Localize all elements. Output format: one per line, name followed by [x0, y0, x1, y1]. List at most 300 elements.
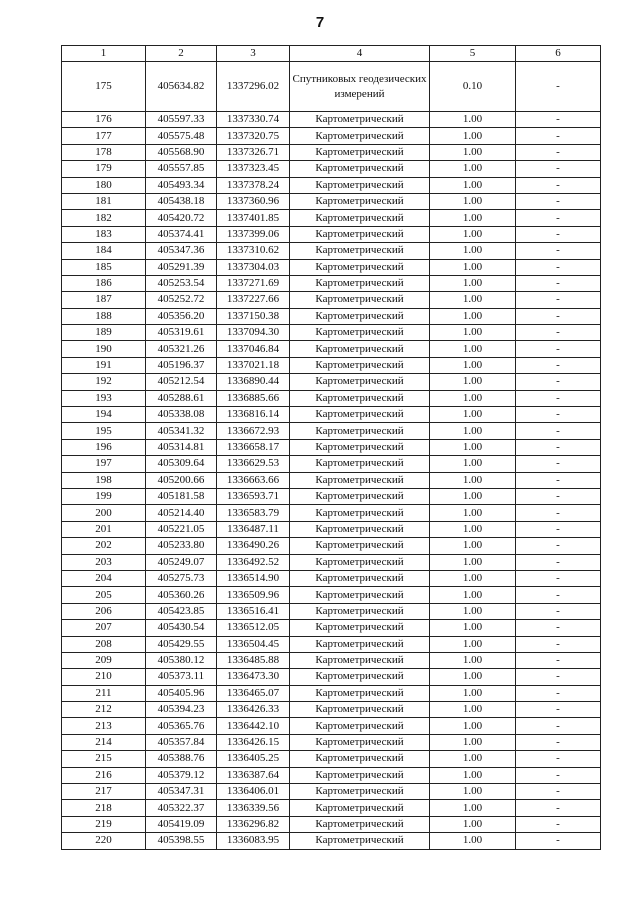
- table-cell: 405420.72: [146, 210, 217, 226]
- table-cell: 1.00: [430, 144, 516, 160]
- table-row: [62, 226, 601, 242]
- table-cell: Картометрический: [290, 505, 430, 521]
- table-cell: -: [516, 439, 601, 455]
- table-cell: 1.00: [430, 521, 516, 537]
- table-cell: Картометрический: [290, 308, 430, 324]
- table-cell: 200: [62, 505, 146, 521]
- table-cell: -: [516, 505, 601, 521]
- table-cell: -: [516, 652, 601, 668]
- table-cell: 1337021.18: [217, 357, 290, 373]
- table-cell: 1.00: [430, 570, 516, 586]
- table-cell: -: [516, 521, 601, 537]
- table-cell: Картометрический: [290, 521, 430, 537]
- table-cell: 1.00: [430, 390, 516, 406]
- column-header: 3: [217, 46, 290, 62]
- table-row: [62, 144, 601, 160]
- table-cell: 1336504.45: [217, 636, 290, 652]
- table-cell: 1.00: [430, 210, 516, 226]
- table-cell: 185: [62, 259, 146, 275]
- table-row: [62, 685, 601, 701]
- table-cell: 405314.81: [146, 439, 217, 455]
- table-cell: 1.00: [430, 193, 516, 209]
- table-cell: 1336885.66: [217, 390, 290, 406]
- table-row: [62, 505, 601, 521]
- table-cell: 1.00: [430, 439, 516, 455]
- table-cell: 405309.64: [146, 456, 217, 472]
- table-cell: 1.00: [430, 751, 516, 767]
- column-header: 1: [62, 46, 146, 62]
- table-cell: 405212.54: [146, 374, 217, 390]
- table-cell: 207: [62, 620, 146, 636]
- table-row: [62, 423, 601, 439]
- table-cell: 191: [62, 357, 146, 373]
- table-row: [62, 193, 601, 209]
- table-cell: 1336890.44: [217, 374, 290, 390]
- table-cell: 1336672.93: [217, 423, 290, 439]
- table-cell: 1337378.24: [217, 177, 290, 193]
- table-cell: 405347.31: [146, 784, 217, 800]
- table-row: [62, 538, 601, 554]
- table-cell: 1336593.71: [217, 488, 290, 504]
- table-cell: 1.00: [430, 161, 516, 177]
- table-cell: 219: [62, 816, 146, 832]
- table-row: [62, 374, 601, 390]
- table-cell: 178: [62, 144, 146, 160]
- table-cell: 1.00: [430, 423, 516, 439]
- table-row: [62, 210, 601, 226]
- table-cell: -: [516, 325, 601, 341]
- table-cell: Картометрический: [290, 587, 430, 603]
- table-cell: 1337360.96: [217, 193, 290, 209]
- table-cell: 1336465.07: [217, 685, 290, 701]
- table-row: [62, 128, 601, 144]
- table-cell: Картометрический: [290, 751, 430, 767]
- page-number: 7: [315, 14, 325, 31]
- table-row: [62, 472, 601, 488]
- table-cell: Картометрический: [290, 423, 430, 439]
- table-cell: 1.00: [430, 620, 516, 636]
- table-cell: 405338.08: [146, 407, 217, 423]
- table-cell: 405568.90: [146, 144, 217, 160]
- table-cell: 405575.48: [146, 128, 217, 144]
- table-cell: 194: [62, 407, 146, 423]
- table-cell: 1337330.74: [217, 112, 290, 128]
- table-cell: 405200.66: [146, 472, 217, 488]
- table-cell: Картометрический: [290, 767, 430, 783]
- table-row: [62, 620, 601, 636]
- table-cell: -: [516, 275, 601, 291]
- table-cell: 1.00: [430, 784, 516, 800]
- table-cell: 184: [62, 243, 146, 259]
- table-cell: 1336492.52: [217, 554, 290, 570]
- table-cell: -: [516, 800, 601, 816]
- table-cell: 1336816.14: [217, 407, 290, 423]
- table-cell: 1.00: [430, 243, 516, 259]
- table-cell: 1336083.95: [217, 833, 290, 849]
- coordinates-table: [61, 45, 601, 850]
- table-cell: 210: [62, 669, 146, 685]
- table-cell: -: [516, 259, 601, 275]
- table-cell: -: [516, 243, 601, 259]
- table-cell: Картометрический: [290, 210, 430, 226]
- table-cell: 196: [62, 439, 146, 455]
- table-row: [62, 357, 601, 373]
- table-cell: 1337150.38: [217, 308, 290, 324]
- table-cell: -: [516, 357, 601, 373]
- table-cell: Картометрический: [290, 177, 430, 193]
- column-header: 4: [290, 46, 430, 62]
- table-cell: 199: [62, 488, 146, 504]
- table-cell: 405341.32: [146, 423, 217, 439]
- table-cell: 187: [62, 292, 146, 308]
- table-cell: 405597.33: [146, 112, 217, 128]
- table-cell: 208: [62, 636, 146, 652]
- table-cell: 405430.54: [146, 620, 217, 636]
- table-cell: 1.00: [430, 325, 516, 341]
- table-cell: 405181.58: [146, 488, 217, 504]
- table-row: [62, 734, 601, 750]
- table-cell: -: [516, 833, 601, 849]
- table-cell: 202: [62, 538, 146, 554]
- table-cell: 1.00: [430, 800, 516, 816]
- table-cell: -: [516, 784, 601, 800]
- table-cell: 405357.84: [146, 734, 217, 750]
- table-cell: 213: [62, 718, 146, 734]
- table-cell: Картометрический: [290, 407, 430, 423]
- table-cell: Картометрический: [290, 226, 430, 242]
- table-cell: Картометрический: [290, 128, 430, 144]
- table-cell: 201: [62, 521, 146, 537]
- table-cell: Картометрический: [290, 603, 430, 619]
- table-cell: 1.00: [430, 587, 516, 603]
- table-cell: 1336426.33: [217, 702, 290, 718]
- table-cell: Картометрический: [290, 816, 430, 832]
- table-cell: 216: [62, 767, 146, 783]
- table-cell: Картометрический: [290, 554, 430, 570]
- table-cell: -: [516, 554, 601, 570]
- table-cell: -: [516, 587, 601, 603]
- table-cell: 1337320.75: [217, 128, 290, 144]
- table-cell: 1336473.30: [217, 669, 290, 685]
- table-cell: 1337227.66: [217, 292, 290, 308]
- table-cell: 1336509.96: [217, 587, 290, 603]
- table-row: [62, 603, 601, 619]
- table-cell: Картометрический: [290, 669, 430, 685]
- table-cell: 1.00: [430, 341, 516, 357]
- table-cell: Картометрический: [290, 800, 430, 816]
- table-cell: -: [516, 472, 601, 488]
- table-cell: 405347.36: [146, 243, 217, 259]
- table-cell: -: [516, 407, 601, 423]
- table-cell: Картометрический: [290, 833, 430, 849]
- table-cell: 405374.41: [146, 226, 217, 242]
- table-row: [62, 587, 601, 603]
- table-cell: 405634.82: [146, 62, 217, 112]
- table-cell: Картометрический: [290, 652, 430, 668]
- table-cell: -: [516, 161, 601, 177]
- table-cell: -: [516, 308, 601, 324]
- table-cell: 405365.76: [146, 718, 217, 734]
- table-cell: 405322.37: [146, 800, 217, 816]
- table-row: [62, 177, 601, 193]
- table-cell: 1336485.88: [217, 652, 290, 668]
- table-body: [62, 62, 601, 850]
- table-cell: Картометрический: [290, 112, 430, 128]
- table-cell: 1.00: [430, 488, 516, 504]
- table-cell: Картометрический: [290, 702, 430, 718]
- table-cell: Картометрический: [290, 374, 430, 390]
- table-cell: -: [516, 488, 601, 504]
- table-cell: Картометрический: [290, 784, 430, 800]
- table-cell: 405321.26: [146, 341, 217, 357]
- table-row: [62, 800, 601, 816]
- table-cell: -: [516, 210, 601, 226]
- table-cell: 211: [62, 685, 146, 701]
- table-cell: 1.00: [430, 816, 516, 832]
- table-cell: -: [516, 62, 601, 112]
- table-cell: 1.00: [430, 357, 516, 373]
- table-cell: Картометрический: [290, 538, 430, 554]
- table-cell: 1.00: [430, 226, 516, 242]
- table-cell: 405438.18: [146, 193, 217, 209]
- table-cell: 1337310.62: [217, 243, 290, 259]
- table-cell: -: [516, 669, 601, 685]
- table-cell: 192: [62, 374, 146, 390]
- table-cell: 1336490.26: [217, 538, 290, 554]
- table-row: [62, 570, 601, 586]
- table-cell: -: [516, 620, 601, 636]
- table-row: [62, 636, 601, 652]
- table-cell: 405288.61: [146, 390, 217, 406]
- table-cell: Картометрический: [290, 439, 430, 455]
- table-header: [62, 46, 601, 62]
- table-cell: 405398.55: [146, 833, 217, 849]
- table-cell: 1.00: [430, 636, 516, 652]
- table-row: [62, 308, 601, 324]
- table-row: [62, 390, 601, 406]
- table-cell: 1.00: [430, 128, 516, 144]
- table-row: [62, 456, 601, 472]
- table-cell: 405380.12: [146, 652, 217, 668]
- table-cell: -: [516, 685, 601, 701]
- table-cell: 182: [62, 210, 146, 226]
- table-cell: 405233.80: [146, 538, 217, 554]
- table-row: [62, 325, 601, 341]
- table-cell: 1336405.25: [217, 751, 290, 767]
- table-cell: 405423.85: [146, 603, 217, 619]
- table-cell: -: [516, 767, 601, 783]
- table-cell: -: [516, 341, 601, 357]
- table-cell: 405429.55: [146, 636, 217, 652]
- table-cell: -: [516, 734, 601, 750]
- table-cell: 204: [62, 570, 146, 586]
- table-cell: 405360.26: [146, 587, 217, 603]
- table-cell: 405249.07: [146, 554, 217, 570]
- table-cell: 0.10: [430, 62, 516, 112]
- header-row: [62, 46, 601, 62]
- table-cell: Картометрический: [290, 734, 430, 750]
- table-cell: 1.00: [430, 669, 516, 685]
- table-cell: 1336442.10: [217, 718, 290, 734]
- table-cell: -: [516, 390, 601, 406]
- table-row: [62, 554, 601, 570]
- table-cell: 193: [62, 390, 146, 406]
- table-cell: -: [516, 292, 601, 308]
- table-cell: 1336663.66: [217, 472, 290, 488]
- table-cell: 181: [62, 193, 146, 209]
- table-row: [62, 275, 601, 291]
- table-cell: 206: [62, 603, 146, 619]
- table-cell: 209: [62, 652, 146, 668]
- table-cell: 1.00: [430, 702, 516, 718]
- column-header: 6: [516, 46, 601, 62]
- table-cell: -: [516, 702, 601, 718]
- table-cell: 405394.23: [146, 702, 217, 718]
- table-cell: Картометрический: [290, 325, 430, 341]
- table-cell: Картометрический: [290, 472, 430, 488]
- table-cell: 405405.96: [146, 685, 217, 701]
- table-cell: 198: [62, 472, 146, 488]
- table-cell: -: [516, 226, 601, 242]
- table-cell: 1336406.01: [217, 784, 290, 800]
- table-row: [62, 259, 601, 275]
- table-cell: 214: [62, 734, 146, 750]
- table-cell: 195: [62, 423, 146, 439]
- table-cell: 186: [62, 275, 146, 291]
- table-row: [62, 341, 601, 357]
- table-cell: 405356.20: [146, 308, 217, 324]
- table-cell: 188: [62, 308, 146, 324]
- table-cell: 1337046.84: [217, 341, 290, 357]
- table-cell: -: [516, 423, 601, 439]
- table-cell: -: [516, 636, 601, 652]
- table-cell: Картометрический: [290, 620, 430, 636]
- table-row: [62, 439, 601, 455]
- table-cell: 1.00: [430, 603, 516, 619]
- table-cell: 183: [62, 226, 146, 242]
- table-cell: 1.00: [430, 259, 516, 275]
- table-cell: 1.00: [430, 833, 516, 849]
- table-cell: 405379.12: [146, 767, 217, 783]
- table-row: [62, 112, 601, 128]
- column-header: 5: [430, 46, 516, 62]
- table-row: [62, 833, 601, 849]
- table-row: [62, 652, 601, 668]
- table-cell: Картометрический: [290, 357, 430, 373]
- table-cell: Картометрический: [290, 292, 430, 308]
- table-cell: -: [516, 570, 601, 586]
- table-cell: 1336629.53: [217, 456, 290, 472]
- table-row: [62, 784, 601, 800]
- table-cell: 179: [62, 161, 146, 177]
- table-cell: Картометрический: [290, 193, 430, 209]
- table-cell: 1.00: [430, 554, 516, 570]
- table-cell: 1.00: [430, 374, 516, 390]
- table-cell: 1.00: [430, 308, 516, 324]
- table-cell: 1336516.41: [217, 603, 290, 619]
- table-cell: 405557.85: [146, 161, 217, 177]
- table-cell: 203: [62, 554, 146, 570]
- table-cell: 1.00: [430, 718, 516, 734]
- table-cell: Картометрический: [290, 570, 430, 586]
- table-cell: 205: [62, 587, 146, 603]
- table-cell: -: [516, 193, 601, 209]
- table-cell: Спутниковых геодезических измерений: [290, 62, 430, 112]
- table-row: [62, 669, 601, 685]
- table-cell: 405493.34: [146, 177, 217, 193]
- table-cell: 220: [62, 833, 146, 849]
- table-row: [62, 488, 601, 504]
- table-row: [62, 521, 601, 537]
- table-cell: 1.00: [430, 112, 516, 128]
- table-cell: 1337296.02: [217, 62, 290, 112]
- table-cell: 1337326.71: [217, 144, 290, 160]
- table-cell: 1336512.05: [217, 620, 290, 636]
- table-cell: Картометрический: [290, 488, 430, 504]
- table-cell: Картометрический: [290, 243, 430, 259]
- table-cell: -: [516, 128, 601, 144]
- table-cell: 405196.37: [146, 357, 217, 373]
- table-cell: 217: [62, 784, 146, 800]
- table-cell: 1337399.06: [217, 226, 290, 242]
- table-cell: 177: [62, 128, 146, 144]
- table-row: [62, 161, 601, 177]
- table-cell: 1337271.69: [217, 275, 290, 291]
- table-cell: 1.00: [430, 292, 516, 308]
- table-cell: -: [516, 144, 601, 160]
- table-cell: 405419.09: [146, 816, 217, 832]
- table-row: [62, 243, 601, 259]
- table-cell: 1.00: [430, 275, 516, 291]
- table-cell: -: [516, 603, 601, 619]
- table-cell: -: [516, 112, 601, 128]
- table-cell: Картометрический: [290, 144, 430, 160]
- table-cell: -: [516, 751, 601, 767]
- table-cell: 405214.40: [146, 505, 217, 521]
- table-cell: -: [516, 718, 601, 734]
- table-cell: Картометрический: [290, 275, 430, 291]
- table-row: [62, 62, 601, 112]
- table-cell: 1336387.64: [217, 767, 290, 783]
- table-cell: 405252.72: [146, 292, 217, 308]
- table-cell: 1.00: [430, 652, 516, 668]
- table-row: [62, 292, 601, 308]
- table-cell: 405291.39: [146, 259, 217, 275]
- table-cell: Картометрический: [290, 390, 430, 406]
- table-cell: -: [516, 456, 601, 472]
- table-cell: 215: [62, 751, 146, 767]
- table-cell: 1.00: [430, 734, 516, 750]
- table-cell: 405253.54: [146, 275, 217, 291]
- table-cell: 1336339.56: [217, 800, 290, 816]
- table-row: [62, 702, 601, 718]
- table-cell: 1336487.11: [217, 521, 290, 537]
- table-cell: 405275.73: [146, 570, 217, 586]
- table-cell: 1.00: [430, 767, 516, 783]
- table-cell: Картометрический: [290, 161, 430, 177]
- table-cell: 1.00: [430, 538, 516, 554]
- table-cell: 190: [62, 341, 146, 357]
- table-cell: 1.00: [430, 505, 516, 521]
- table-cell: 1337304.03: [217, 259, 290, 275]
- table-cell: -: [516, 816, 601, 832]
- table-cell: 176: [62, 112, 146, 128]
- column-header: 2: [146, 46, 217, 62]
- table-cell: 1.00: [430, 456, 516, 472]
- table-cell: 1337094.30: [217, 325, 290, 341]
- table-cell: 189: [62, 325, 146, 341]
- table-row: [62, 816, 601, 832]
